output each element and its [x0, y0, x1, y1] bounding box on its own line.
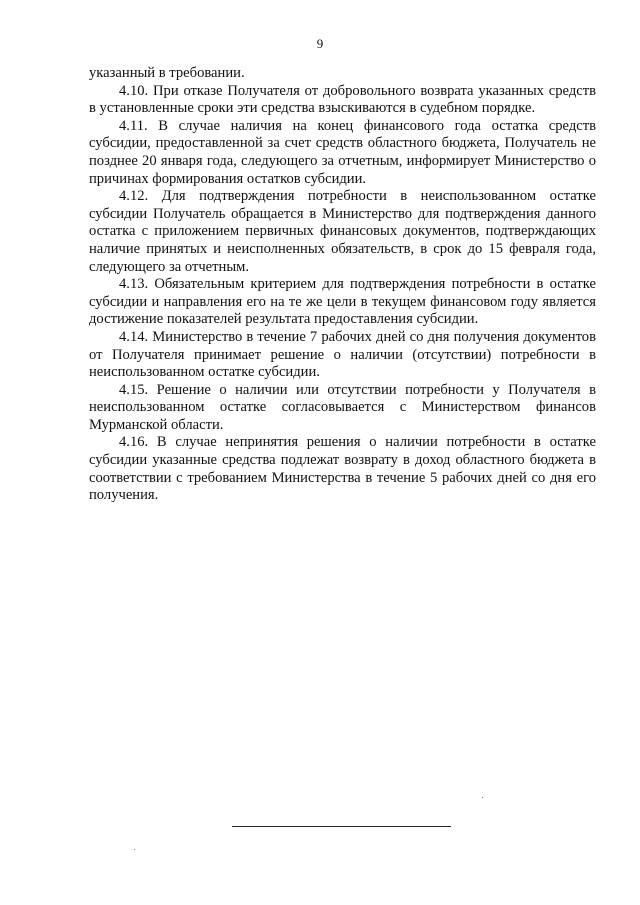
paragraph-4-11: 4.11. В случае наличия на конец финансового года остатка средств субсидии, предоставленной за счет средств областного бюджета, Получатель не позднее 20 января года, следующего за отчетным, информирует Министерство о причинах формирования остатков субсидии.: [89, 117, 596, 187]
document-body: [89, 65, 596, 505]
paragraph-4-13: 4.13. Обязательным критерием для подтверждения потребности в остатке субсидии и направления его на те же цели в текущем финансовом году является достижение показателей результата предоставления субсидии.: [89, 276, 596, 328]
paragraph-4-15: 4.15. Решение о наличии или отсутствии потребности у Получателя в неиспользованном остатке согласовывается с Министерством финансов Мурманской области.: [89, 381, 596, 433]
paragraph-4-12: 4.12. Для подтверждения потребности в неиспользованном остатке субсидии Получатель обращается в Министерство для подтверждения данного остатка с приложением первичных финансовых документов, подтверждающих наличие принятых и неисполненных обязательств, в срок до 15 февраля года, следующего за отчетным.: [89, 188, 596, 275]
paragraph-continuation: указанный в требовании.: [89, 65, 245, 81]
scan-speck: [482, 797, 483, 798]
page-number: 9: [316, 36, 324, 51]
paragraph-4-16: 4.16. В случае непринятия решения о наличии потребности в остатке субсидии указанные средства подлежат возврату в доход областного бюджета в соответствии с требованием Министерства в течение 5 рабочих дней со дня его получения.: [89, 434, 596, 504]
scan-speck: [134, 849, 135, 850]
end-separator-line: [232, 826, 451, 827]
paragraph-4-10: 4.10. При отказе Получателя от добровольного возврата указанных средств в установленные сроки эти средства взыскиваются в судебном порядке.: [89, 82, 596, 117]
paragraph-4-14: 4.14. Министерство в течение 7 рабочих дней со дня получения документов от Получателя принимает решение о наличии (отсутствии) потребности в неиспользованном остатке субсидии.: [89, 328, 596, 381]
